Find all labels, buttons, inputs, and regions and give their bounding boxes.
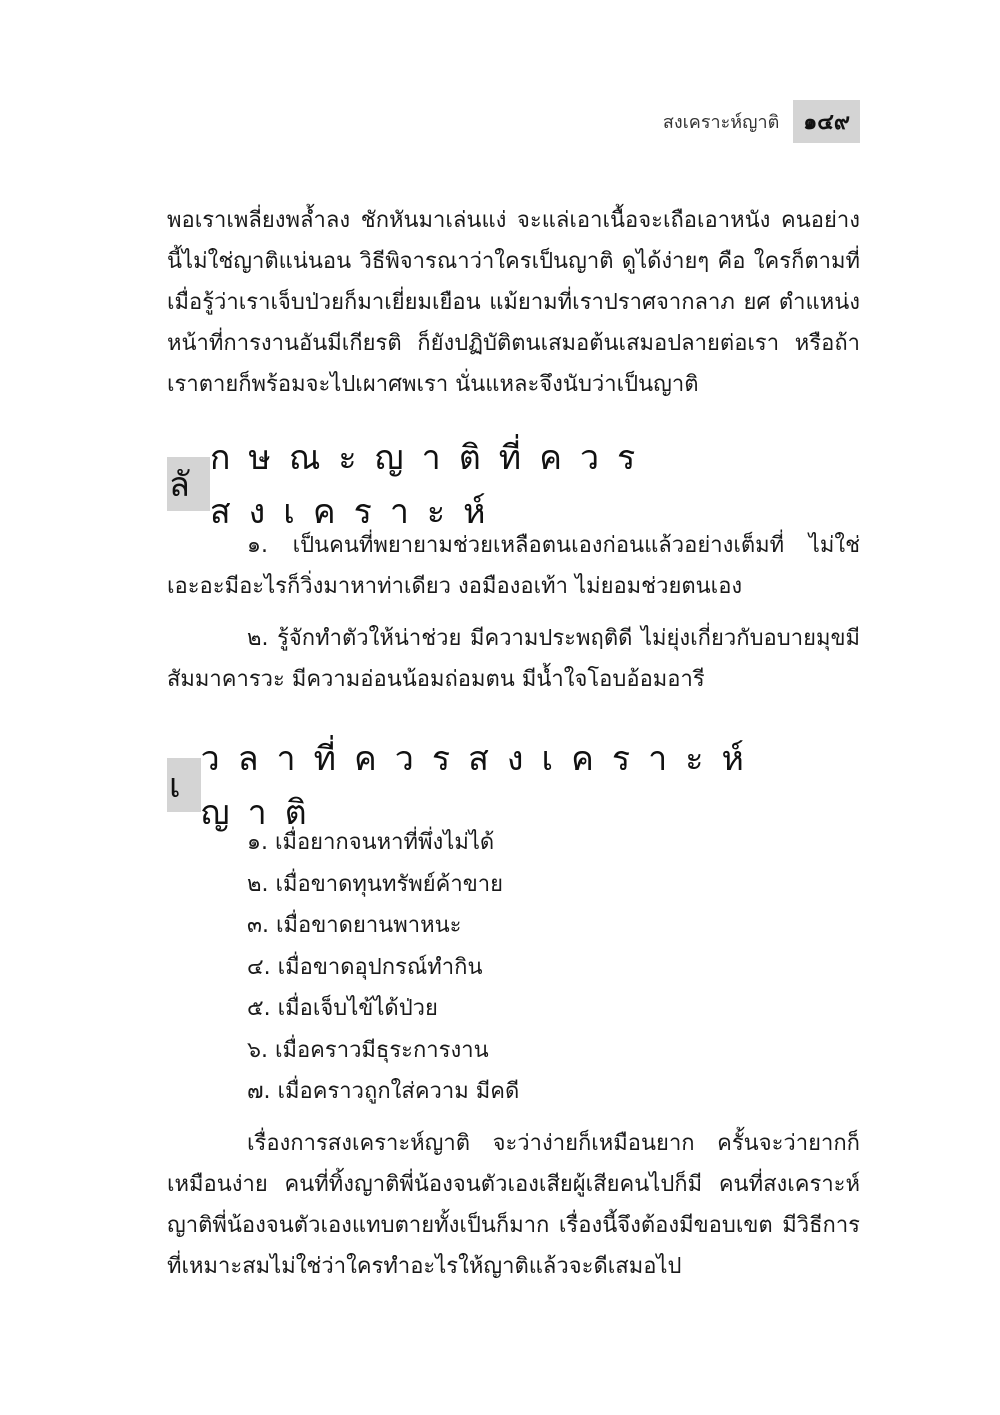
- characteristic-item: ๑. เป็นคนที่พยายามช่วยเหลือตนเองก่อนแล้วอย่างเต็มที่ ไม่ใช่เอะอะมีอะไรก็วิ่งมาหาท่าเดียว งอมืองอเท้า ไม่ยอมช่วยตนเอง: [167, 533, 860, 599]
- list-item: ๕. เมื่อเจ็บไข้ได้ป่วย: [247, 996, 438, 1021]
- list-item: ๑. เมื่อยากจนหาที่พึ่งไม่ได้: [247, 830, 495, 855]
- occasion-list: [167, 822, 860, 1113]
- section-heading-characteristics: [167, 438, 860, 532]
- characteristic-item: ๒. รู้จักทำตัวให้น่าช่วย มีความประพฤติดี ไม่ยุ่งเกี่ยวกับอบายมุขมีสัมมาคารวะ มีความอ่อนน้อมถ่อมตน มีน้ำใจโอบอ้อมอารี: [167, 626, 860, 692]
- page-body: [167, 200, 860, 1287]
- heading-text: กษณะญาติที่ควรสงเคราะห์: [209, 438, 654, 532]
- intro-paragraph: พอเราเพลี่ยงพล้ำลง ชักหันมาเล่นแง่ จะแล่เอาเนื้อจะเถือเอาหนัง คนอย่างนี้ไม่ใช่ญาติแน่นอน วิธีพิจารณาว่าใครเป็นญาติ ดูได้ง่ายๆ คือ ใครก็ตามที่เมื่อรู้ว่าเราเจ็บป่วยก็มาเยี่ยมเยือน แม้ยามที่เราปราศจากลาภ ยศ ตำแหน่งหน้าที่การงานอันมีเกียรติ ก็ยังปฏิบัติตนเสมอต้นเสมอปลายต่อเรา หรือถ้าเราตายก็พร้อมจะไปเผาศพเรา นั่นแหละจึงนับว่าเป็นญาติ: [167, 208, 860, 397]
- list-item: ๖. เมื่อคราวมีธุระการงาน: [247, 1037, 489, 1063]
- list-item: ๓. เมื่อขาดยานพาหนะ: [247, 913, 462, 938]
- list-item: ๒. เมื่อขาดทุนทรัพย์ค้าขาย: [247, 871, 504, 897]
- list-item: ๗. เมื่อคราวถูกใส่ความ มีคดี: [247, 1079, 520, 1104]
- running-title: สงเคราะห์ญาติ: [662, 112, 780, 133]
- page-number: ๑๔๙: [793, 100, 860, 143]
- closing-paragraph: เรื่องการสงเคราะห์ญาติ จะว่าง่ายก็เหมือนยาก ครั้นจะว่ายากก็เหมือนง่าย คนที่ทิ้งญาติพี่น้องจนตัวเองเสียผู้เสียคนไปก็มี คนที่สงเคราะห์ญาติพี่น้องจนตัวเองแทบตายทั้งเป็นก็มาก เรื่องนี้จึงต้องมีขอบเขต มีวิธีการที่เหมาะสมไม่ใช่ว่าใครทำอะไรให้ญาติแล้วจะดีเสมอไป: [167, 1130, 860, 1279]
- heading-drop-letter: เ: [167, 758, 201, 812]
- running-header: [663, 100, 860, 143]
- section-heading-occasions: [167, 739, 860, 833]
- heading-text: วลาที่ควรสงเคราะห์ญาติ: [200, 739, 762, 833]
- list-item: ๔. เมื่อขาดอุปกรณ์ทำกิน: [247, 954, 483, 980]
- heading-drop-letter: ลั: [167, 457, 210, 511]
